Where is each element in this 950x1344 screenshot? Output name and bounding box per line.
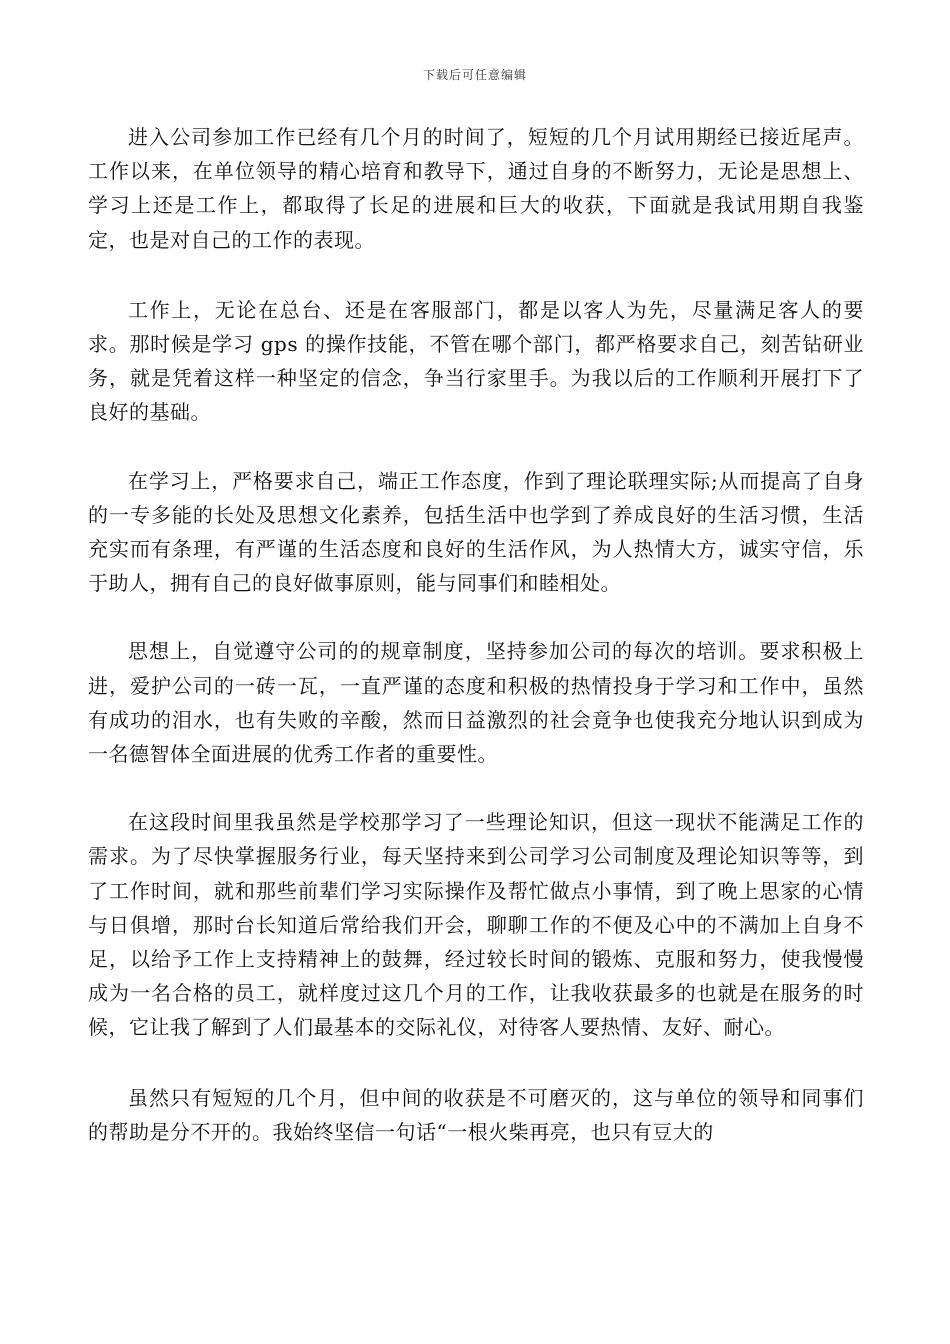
paragraph-study: 在学习上，严格要求自己，端正工作态度，作到了理论联理实际;从而提高了自身的一专多能的长处及思想文化素养，包括生活中也学到了养成良好的生活习惯，生活充实而有条理，有严谨的生活态度和良好的生活作风，为人热情大方，诚实守信，乐于助人，拥有自己的良好做事原则，能与同事们和睦相处。	[88, 468, 864, 596]
paragraph-thought: 思想上，自觉遵守公司的的规章制度，坚持参加公司的每次的培训。要求积极上进，爱护公司的一砖一瓦，一直严谨的态度和积极的热情投身于学习和工作中，虽然有成功的泪水，也有失败的辛酸，然而日益激烈的社会竟争也使我充分地认识到成为一名德智体全面进展的优秀工作者的重要性。	[88, 639, 864, 767]
paragraph-intro: 进入公司参加工作已经有几个月的时间了，短短的几个月试用期经已接近尾声。工作以来，在单位领导的精心培育和教导下，通过自身的不断努力，无论是思想上、学习上还是工作上，都取得了长足的进展和巨大的收获，下面就是我试用期自我鉴定，也是对自己的工作的表现。	[88, 125, 864, 252]
document-body	[88, 120, 864, 1185]
page-header: 下载后可任意编辑	[422, 68, 527, 82]
paragraph-period: 在这段时间里我虽然是学校那学习了一些理论知识，但这一现状不能满足工作的需求。为了尽快掌握服务行业，每天坚持来到公司学习公司制度及理论知识等等，到了工作时间，就和那些前辈们学习实际操作及帮忙做点小事情，到了晚上思家的心情与日俱增，那时台长知道后常给我们开会，聊聊工作的不便及心中的不满加上自身不足，以给予工作上支持精神上的鼓舞，经过较长时间的锻炼、克服和努力，使我慢慢成为一名合格的员工，就样度过这几个月的工作，让我收获最多的也就是在服务的时候，它让我了解到了人们最基本的交际礼仪，对待客人要热情、友好、耐心。	[88, 810, 864, 1040]
paragraph-conclusion: 虽然只有短短的几个月，但中间的收获是不可磨灭的，这与单位的领导和同事们的帮助是分不开的。我始终坚信一句话“一根火柴再亮，也只有豆大的	[88, 1085, 864, 1144]
paragraph-work: 工作上，无论在总台、还是在客服部门，都是以客人为先，尽量满足客人的要求。那时候是学习 gps 的操作技能，不管在哪个部门，都严格要求自己，刻苦钻研业务，就是凭着这样一种坚定的信念，争当行家里手。为我以后的工作顺利开展打下了良好的基础。	[88, 297, 864, 425]
